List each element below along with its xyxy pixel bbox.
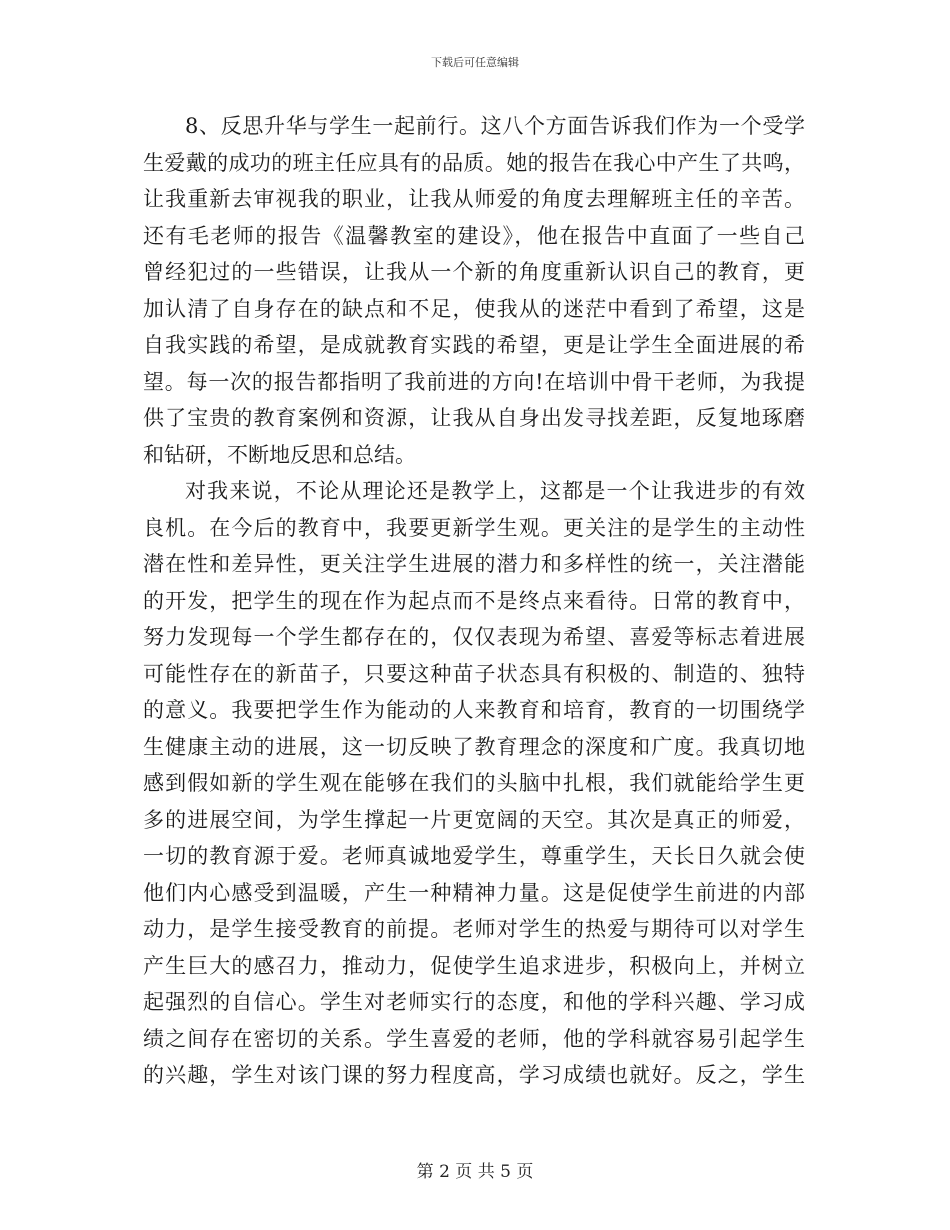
text-line: 潜在性和差异性，更关注学生进展的潜力和多样性的统一，关注潜能 (143, 552, 805, 576)
text-line: 一切的教育源于爱。老师真诚地爱学生，尊重学生，天长日久就会使 (143, 844, 805, 868)
text-line: 感到假如新的学生观在能够在我们的头脑中扎根，我们就能给学生更 (143, 771, 805, 795)
text-line: 让我重新去审视我的职业，让我从师爱的角度去理解班主任的辛苦。 (143, 187, 805, 211)
text-line: 努力发现每一个学生都存在的，仅仅表现为希望、喜爱等标志着进展 (143, 625, 805, 649)
text-line: 起强烈的自信心。学生对老师实行的态度，和他的学科兴趣、学习成 (143, 990, 805, 1014)
page-header: 下载后可任意编辑 (431, 56, 519, 69)
text-line: 可能性存在的新苗子，只要这种苗子状态具有积极的、制造的、独特 (143, 661, 805, 686)
text-line: 他们内心感受到温暖，产生一种精神力量。这是促使学生前进的内部 (143, 880, 805, 905)
page-number: 第 2 页 共 5 页 (416, 1162, 534, 1182)
text-line: 自我实践的希望，是成就教育实践的希望，更是让学生全面进展的希 (143, 333, 805, 357)
text-line: 生健康主动的进展，这一切反映了教育理念的深度和广度。我真切地 (143, 734, 805, 759)
text-line: 多的进展空间，为学生撑起一片更宽阔的天空。其次是真正的师爱， (143, 807, 805, 832)
text-line: 的兴趣，学生对该门课的努力程度高，学习成绩也就好。反之，学生 (143, 1063, 805, 1087)
text-line: 绩之间存在密切的关系。学生喜爱的老师，他的学科就容易引起学生 (143, 1026, 805, 1051)
text-line: 加认清了自身存在的缺点和不足，使我从的迷茫中看到了希望，这是 (143, 296, 805, 321)
body-text (143, 108, 805, 1094)
text-line: 曾经犯过的一些错误，让我从一个新的角度重新认识自己的教育，更 (143, 260, 805, 284)
text-line: 的开发，把学生的现在作为起点而不是终点来看待。日常的教育中， (143, 588, 805, 613)
text-line: 对我来说，不论从理论还是教学上，这都是一个让我进步的有效 (185, 479, 805, 503)
text-line: 8、反思升华与学生一起前行。这八个方面告诉我们作为一个受学 (185, 114, 805, 138)
text-line: 和钻研，不断地反思和总结。 (143, 442, 416, 467)
text-line: 动力，是学生接受教育的前提。老师对学生的热爱与期待可以对学生 (143, 917, 805, 941)
text-line: 望。每一次的报告都指明了我前进的方向!在培训中骨干老师，为我提 (143, 369, 805, 394)
text-line: 的意义。我要把学生作为能动的人来教育和培育，教育的一切围绕学 (143, 698, 805, 722)
text-line: 还有毛老师的报告《温馨教室的建设》，他在报告中直面了一些自己 (143, 223, 805, 248)
text-line: 供了宝贵的教育案例和资源，让我从自身出发寻找差距，反复地琢磨 (143, 406, 805, 430)
text-line: 产生巨大的感召力，推动力，促使学生追求进步，积极向上，并树立 (143, 953, 805, 978)
text-line: 生爱戴的成功的班主任应具有的品质。她的报告在我心中产生了共鸣， (143, 150, 805, 175)
text-line: 良机。在今后的教育中，我要更新学生观。更关注的是学生的主动性 (143, 515, 805, 540)
